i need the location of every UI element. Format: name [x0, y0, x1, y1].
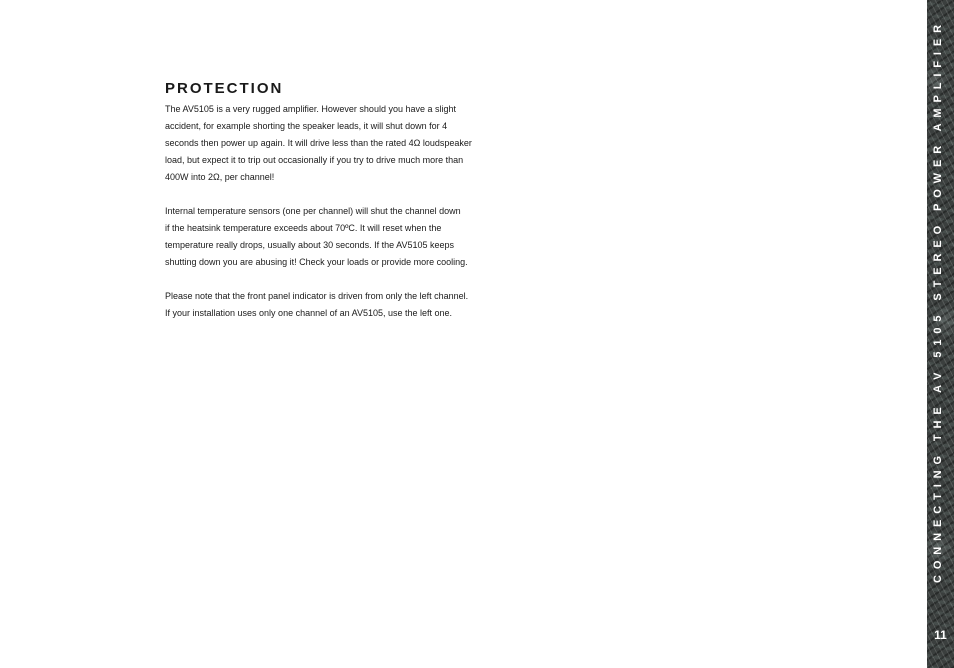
text-line: Internal temperature sensors (one per channel) will shut the channel down — [165, 206, 461, 216]
text-line: If your installation uses only one channel of an AV5105, use the left one. — [165, 308, 453, 318]
paragraph-short-circuit — [165, 101, 510, 186]
text-line: temperature really drops, usually about 30 seconds. If the AV5105 keeps — [165, 240, 455, 250]
text-line: The AV5105 is a very rugged amplifier. However should you have a slight — [165, 104, 456, 114]
sidebar-chapter-title: CONNECTING THE AV 5105 STEREO POWER AMPLIFIER — [932, 19, 944, 583]
protection-section — [165, 80, 510, 339]
paragraph-temperature — [165, 203, 510, 271]
text-line: shutting down you are abusing it! Check your loads or provide more cooling. — [165, 257, 468, 267]
text-line: load, but expect it to trip out occasionally if you try to drive much more than — [165, 155, 464, 165]
section-title: PROTECTION — [165, 80, 284, 97]
page-number: 11 — [934, 628, 947, 642]
text-line: if the heatsink temperature exceeds about 70ºC. It will reset when the — [165, 223, 442, 233]
paragraph-indicator — [165, 288, 510, 322]
text-line: Please note that the front panel indicator is driven from only the left channel. — [165, 291, 469, 301]
text-line: accident, for example shorting the speaker leads, it will shut down for 4 — [165, 121, 448, 131]
text-line: 400W into 2Ω, per channel! — [165, 172, 275, 182]
text-line: seconds then power up again. It will drive less than the rated 4Ω loudspeaker — [165, 138, 472, 148]
